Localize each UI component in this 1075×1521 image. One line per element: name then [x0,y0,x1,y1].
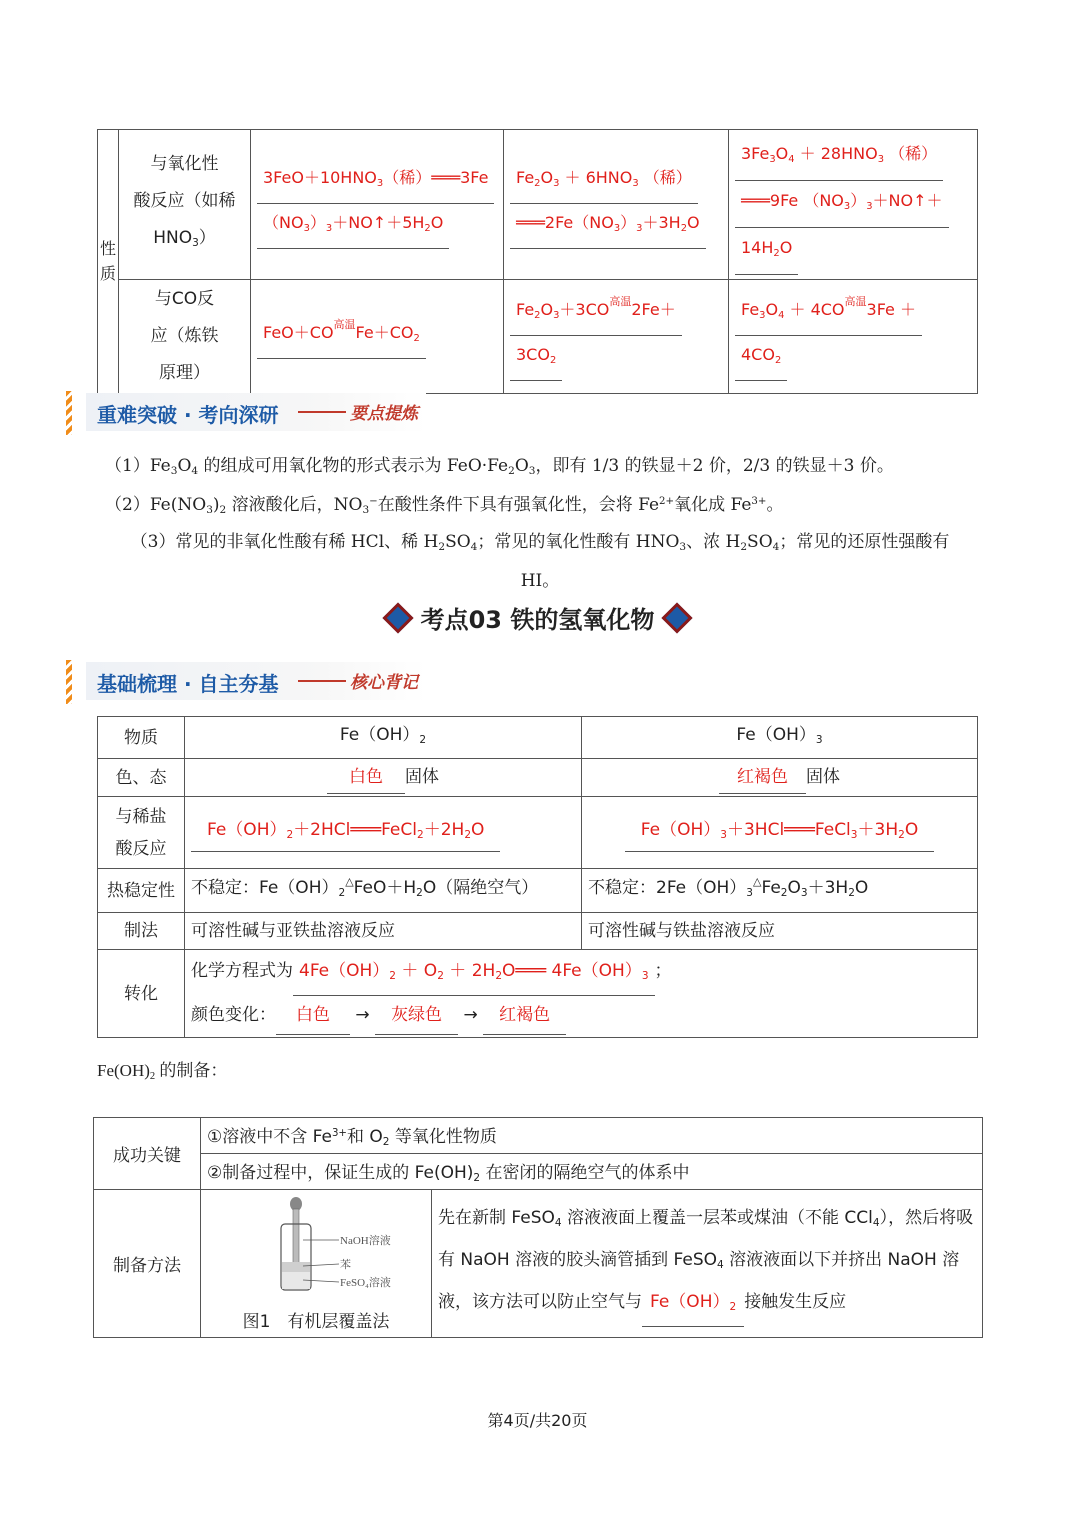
kaodian-text: 考点03 铁的氢氧化物 [420,606,655,634]
header-feoh2: $Fe(OH)_2$ [185,717,582,759]
key-2: ②制备过程中，保证生成的 $Fe(OH)_2$ 在密闭的隔绝空气的体系中 [201,1154,983,1190]
section-title: 基础梳理 · 自主夯基 [97,672,279,696]
fe3o4-acid-eq: $3Fe_3O_4 + 28HNO_3$ （稀） ═══9Fe $(NO_3)_3+NO↑+$ $14H_2O$ [729,130,978,280]
diamond-icon [662,602,693,633]
kaodian-title [0,600,1075,635]
feo-co-eq: $FeO+CO^{高温}Fe+CO_2$ [251,279,504,393]
color-label: 色、态 [98,759,185,797]
oxide-properties-table [97,129,978,394]
fe2o3-acid-eq: $Fe_2O_3 + 6HNO_3$ （稀） $═══2Fe(NO_3)_3+3H_2O$ [504,130,729,280]
section-heading-key-points [66,391,426,435]
acid-feoh2: $Fe(OH)_2+2HCl═══FeCl_2+2H_2O$ [185,797,582,869]
make-feoh3: 可溶性碱与铁盐溶液反应 [582,913,978,950]
row-label-co: 与CO反 应（炼铁 原理） [119,279,251,393]
acid-feoh3: $Fe(OH)_3+3HCl═══FeCl_3+3H_2O$ [582,797,978,869]
fig-label-benzene: 苯 [340,1258,351,1271]
fig-label-naoh: NaOH溶液 [340,1234,391,1247]
point-3: （3）常见的非氧化性酸有稀 HCl、稀 $H_2SO_4$；常见的氧化性酸有 $HNO_3$、浓 $H_2SO_4$；常见的还原性强酸有 HI。 [130,532,950,592]
heat-label: 热稳定性 [98,869,185,913]
feo-acid-eq: $3FeO+10HNO_3$（稀）═══3Fe $(NO_3)_3+NO↑+5H_2O$ [251,130,504,280]
prep-title: $Fe(OH)_2$ 的制备： [97,1061,228,1083]
row-label-oxidizing-acid: 与氧化性 酸反应（如稀 $HNO_3$） [119,130,251,280]
heat-feoh2: 不稳定：$Fe(OH)_2^\triangle FeO+H_2O$（隔绝空气） [185,869,582,913]
test-tube-figure [241,1196,391,1300]
make-label: 制法 [98,913,185,950]
color-feoh2: 白色 固体 [185,759,582,797]
page-footer: 第4页/共20页 [487,1411,588,1430]
conversion-cell: 化学方程式为 $4Fe(OH)_2 + O_2$ ＋ $2H_2O═══$ $4Fe(OH)_3$ ； 颜色变化： 白色 → 灰绿色 → 红褐色 [185,950,978,1038]
hydroxide-table [97,716,978,1038]
preparation-table [93,1117,983,1338]
section-title: 重难突破 · 考向深研 [97,403,279,427]
acid-label: 与稀盐 酸反应 [98,797,185,869]
figure-cell [201,1190,432,1338]
side-label: 性 质 [98,130,119,394]
section-subtitle: 要点提炼 [350,404,418,424]
fe3o4-co-eq: $Fe_3O_4 + 4CO^{高温}3Fe$ ＋ $4CO_2$ [729,279,978,393]
fe2o3-co-eq: $Fe_2O_3+3CO^{高温}2Fe+$ $3CO_2$ [504,279,729,393]
point-2: $(2)Fe(NO_3)_2$ 溶液酸化后，$NO_3^-$在酸性条件下具有强氧化性，会将 $Fe^{2+}$氧化成 $Fe^{3+}$。 [105,495,784,517]
fig-label-feso4: FeSO₄溶液 [340,1276,391,1289]
header-feoh3: $Fe(OH)_3$ [582,717,978,759]
method-label: 制备方法 [94,1190,201,1338]
key-label: 成功关键 [94,1118,201,1190]
heat-feoh3: 不稳定：$2Fe(OH)_3^\triangle Fe_2O_3+3H_2O$ [582,869,978,913]
figure-caption: 图1 有机层覆盖法 [242,1311,390,1332]
section-heading-basics [66,660,426,704]
method-text: 先在新制 FeSO$_4$ 溶液液面上覆盖一层苯或煤油（不能 CCl$_4$），然后将吸有 NaOH 溶液的胶头滴管插到 FeSO$_4$ 溶液液面以下并挤出 NaOH 溶液，该方法可以防止空气与 $Fe(OH)_2$ 接触发生反应 [432,1190,983,1338]
conv-label: 转化 [98,950,185,1038]
color-feoh3: 红褐色 固体 [582,759,978,797]
make-feoh2: 可溶性碱与亚铁盐溶液反应 [185,913,582,950]
section-subtitle: 核心背记 [350,673,418,693]
key-1: ①溶液中不含 $Fe^{3+}$和 $O_2$ 等氧化性物质 [201,1118,983,1154]
header-substance: 物质 [98,717,185,759]
diamond-icon [382,602,413,633]
point-1: $(1)Fe_3O_4$ 的组成可用氧化物的形式表示为 $FeO\cdot Fe_2O_3$，即有 1/3 的铁显＋2 价，2/3 的铁显＋3 价。 [105,456,894,478]
